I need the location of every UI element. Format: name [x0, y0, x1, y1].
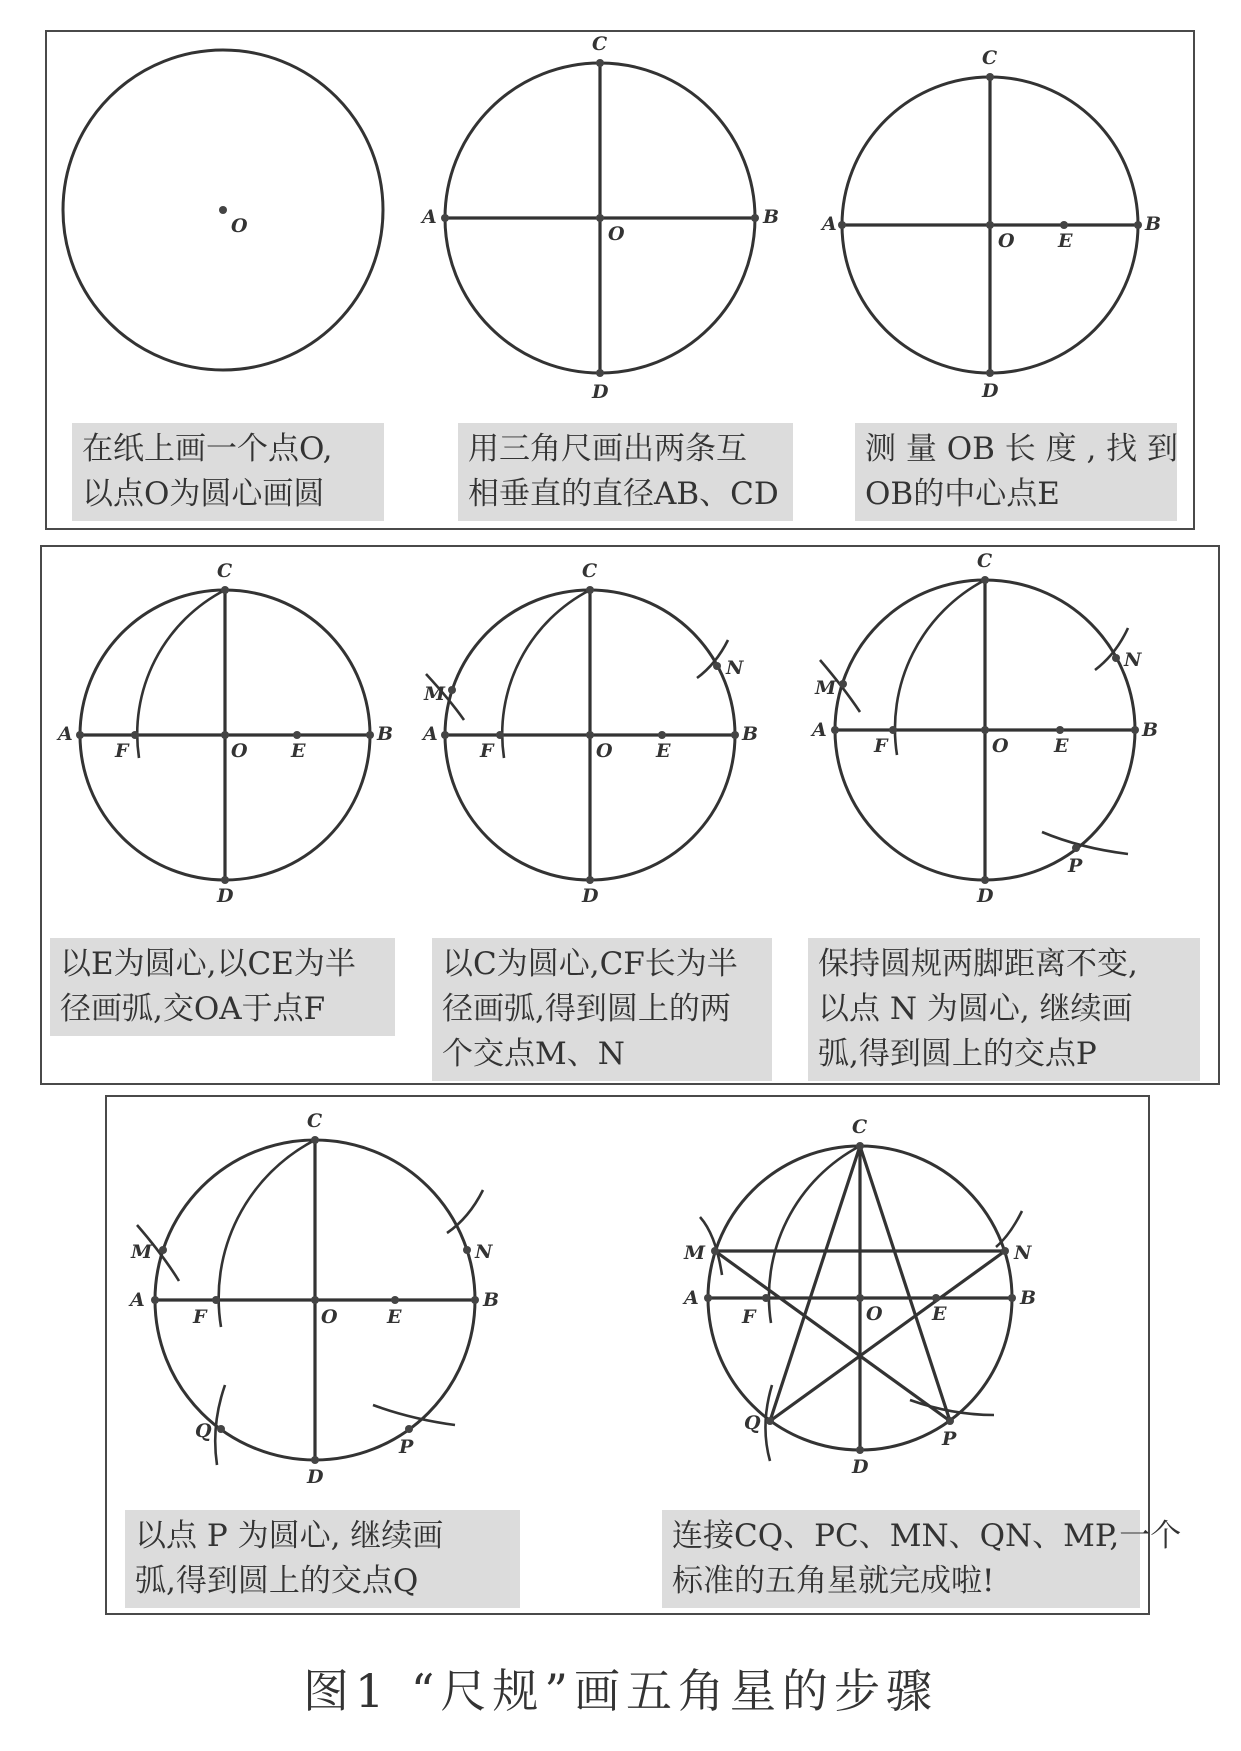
point-a — [151, 1296, 159, 1304]
point-m — [448, 686, 456, 694]
point-a — [838, 221, 846, 229]
point-o — [986, 221, 994, 229]
label-o: O — [866, 1303, 883, 1325]
label-a: A — [812, 719, 827, 741]
label-f: F — [480, 740, 494, 762]
label-c: C — [977, 550, 993, 572]
label-c: C — [982, 47, 998, 69]
caption-line: 个交点M、N — [442, 1036, 625, 1072]
label-f: F — [193, 1306, 207, 1328]
step-7-caption — [125, 1510, 520, 1608]
point-b — [1008, 1294, 1016, 1302]
label-n: N — [726, 657, 744, 679]
point-d — [596, 369, 604, 377]
label-a: A — [423, 723, 438, 745]
point-m — [159, 1246, 167, 1254]
point-f — [496, 731, 504, 739]
star-line-pc — [860, 1146, 950, 1421]
caption-line: OB的中心点E — [865, 476, 1060, 512]
point-d — [856, 1446, 864, 1454]
caption-line: 用三角尺画出两条互 — [468, 431, 747, 467]
point-n — [713, 662, 721, 670]
figure-step-1 — [55, 45, 385, 375]
label-o: O — [231, 215, 248, 237]
label-a: A — [822, 213, 837, 235]
point-b — [366, 731, 374, 739]
figure-step-2 — [420, 30, 790, 403]
point-e — [932, 1294, 940, 1302]
arc-from-e — [137, 590, 225, 758]
label-d: D — [582, 885, 599, 907]
point-d — [981, 876, 989, 884]
label-b: B — [483, 1289, 500, 1311]
step-2-caption — [458, 423, 793, 521]
point-c — [586, 586, 594, 594]
label-e: E — [1054, 735, 1069, 757]
point-e — [658, 731, 666, 739]
label-a: A — [422, 206, 437, 228]
label-c: C — [582, 560, 598, 582]
label-o: O — [992, 735, 1009, 757]
point-b — [751, 214, 759, 222]
point-e — [391, 1296, 399, 1304]
point-o — [586, 731, 594, 739]
point-a — [76, 731, 84, 739]
point-c — [221, 586, 229, 594]
step-5-caption — [432, 938, 772, 1081]
label-o: O — [321, 1306, 338, 1328]
star-line-cq — [770, 1146, 860, 1421]
point-a — [831, 726, 839, 734]
label-o: O — [596, 740, 613, 762]
point-c — [986, 73, 994, 81]
caption-line: 以点O为圆心画圆 — [82, 476, 325, 512]
label-o: O — [608, 223, 625, 245]
point-a — [441, 214, 449, 222]
point-c — [856, 1142, 864, 1150]
point-q — [217, 1425, 225, 1433]
caption-line: 以点 N 为圆心, 继续画 — [818, 991, 1133, 1027]
label-m: M — [131, 1241, 153, 1263]
caption-line: 径画弧,交OA于点F — [60, 991, 326, 1027]
point-d — [311, 1456, 319, 1464]
label-b: B — [742, 723, 759, 745]
arc-at-p — [373, 1405, 455, 1425]
point-c — [981, 576, 989, 584]
label-e: E — [387, 1306, 402, 1328]
step-8-caption — [662, 1510, 1182, 1608]
label-e: E — [656, 740, 671, 762]
label-q: Q — [195, 1420, 212, 1442]
point-o — [596, 214, 604, 222]
label-d: D — [982, 380, 999, 402]
point-b — [471, 1296, 479, 1304]
figure-step-8 — [660, 1115, 1060, 1485]
point-f — [889, 726, 897, 734]
label-b: B — [1142, 719, 1159, 741]
label-d: D — [217, 885, 234, 907]
step-3-caption — [855, 423, 1177, 521]
point-o — [221, 731, 229, 739]
label-o: O — [231, 740, 248, 762]
caption-line: 相垂直的直径AB、CD — [468, 476, 779, 512]
label-a: A — [684, 1287, 699, 1309]
caption-line: 弧,得到圆上的交点Q — [135, 1563, 419, 1599]
label-q: Q — [744, 1412, 761, 1434]
label-e: E — [932, 1303, 947, 1325]
caption-line: 保持圆规两脚距离不变, — [818, 946, 1138, 982]
label-b: B — [1020, 1287, 1037, 1309]
figure-step-3 — [820, 45, 1170, 405]
label-b: B — [377, 723, 394, 745]
label-n: N — [1014, 1242, 1032, 1264]
caption-line: 以E为圆心,以CE为半 — [60, 946, 356, 982]
label-e: E — [1058, 230, 1073, 252]
label-p: P — [399, 1436, 414, 1458]
figure-step-5 — [420, 560, 780, 910]
point-m — [711, 1247, 719, 1255]
label-b: B — [1145, 213, 1162, 235]
label-d: D — [592, 381, 609, 403]
point-m — [839, 680, 847, 688]
point-a — [441, 731, 449, 739]
label-d: D — [307, 1466, 324, 1488]
point-o — [311, 1296, 319, 1304]
point-e — [1060, 221, 1068, 229]
point-n — [463, 1246, 471, 1254]
point-e — [1056, 726, 1064, 734]
label-a: A — [130, 1289, 145, 1311]
label-d: D — [852, 1456, 869, 1478]
point-d — [221, 876, 229, 884]
label-a: A — [58, 723, 73, 745]
label-n: N — [475, 1241, 493, 1263]
point-p — [946, 1417, 954, 1425]
label-f: F — [115, 740, 129, 762]
step-4-caption — [50, 938, 395, 1036]
figure-step-6 — [810, 550, 1180, 910]
label-c: C — [592, 33, 608, 55]
figure-caption: 图1 “尺规”画五角星的步骤 — [303, 1664, 938, 1718]
point-d — [586, 876, 594, 884]
label-m: M — [684, 1242, 706, 1264]
point-f — [762, 1294, 770, 1302]
label-f: F — [742, 1306, 756, 1328]
label-p: P — [942, 1428, 957, 1450]
caption-line: 在纸上画一个点O, — [82, 431, 333, 467]
arc-from-e — [502, 590, 590, 758]
point-b — [1131, 726, 1139, 734]
label-b: B — [763, 206, 780, 228]
caption-line: 标准的五角星就完成啦! — [672, 1563, 995, 1599]
point-f — [212, 1296, 220, 1304]
point-e — [293, 731, 301, 739]
label-f: F — [874, 735, 888, 757]
point-c — [311, 1136, 319, 1144]
point-d — [986, 369, 994, 377]
point-q — [766, 1417, 774, 1425]
step-1-caption — [72, 423, 384, 521]
point-n — [1001, 1247, 1009, 1255]
label-p: P — [1068, 855, 1083, 877]
label-c: C — [217, 560, 233, 582]
caption-line: 连接CQ、PC、MN、QN、MP,一个 — [672, 1518, 1182, 1554]
arc-at-q — [215, 1385, 225, 1465]
point-o — [856, 1294, 864, 1302]
point-c — [596, 59, 604, 67]
point-b — [1134, 221, 1142, 229]
star-line-qn — [770, 1251, 1005, 1421]
point-p — [405, 1425, 413, 1433]
arc-at-n — [447, 1190, 483, 1233]
label-n: N — [1124, 649, 1142, 671]
point-f — [131, 731, 139, 739]
caption-line: 径画弧,得到圆上的两 — [442, 991, 731, 1027]
step-6-caption — [808, 938, 1200, 1081]
caption-line: 以点 P 为圆心, 继续画 — [135, 1518, 444, 1554]
figure-step-7 — [125, 1105, 515, 1488]
point-p — [1072, 844, 1080, 852]
point-b — [731, 731, 739, 739]
label-m: M — [424, 683, 446, 705]
point-a — [704, 1294, 712, 1302]
label-o: O — [998, 230, 1015, 252]
star-line-mp — [715, 1251, 950, 1421]
point-o — [981, 726, 989, 734]
point-o — [219, 206, 227, 214]
caption-line: 以C为圆心,CF长为半 — [442, 946, 738, 982]
label-m: M — [815, 677, 837, 699]
label-c: C — [852, 1116, 868, 1138]
label-d: D — [977, 885, 994, 907]
figure-step-4 — [55, 560, 405, 910]
label-c: C — [307, 1110, 323, 1132]
caption-line: 测 量 OB 长 度 , 找 到 — [865, 431, 1179, 467]
caption-line: 弧,得到圆上的交点P — [818, 1036, 1097, 1072]
point-n — [1112, 654, 1120, 662]
label-e: E — [291, 740, 306, 762]
